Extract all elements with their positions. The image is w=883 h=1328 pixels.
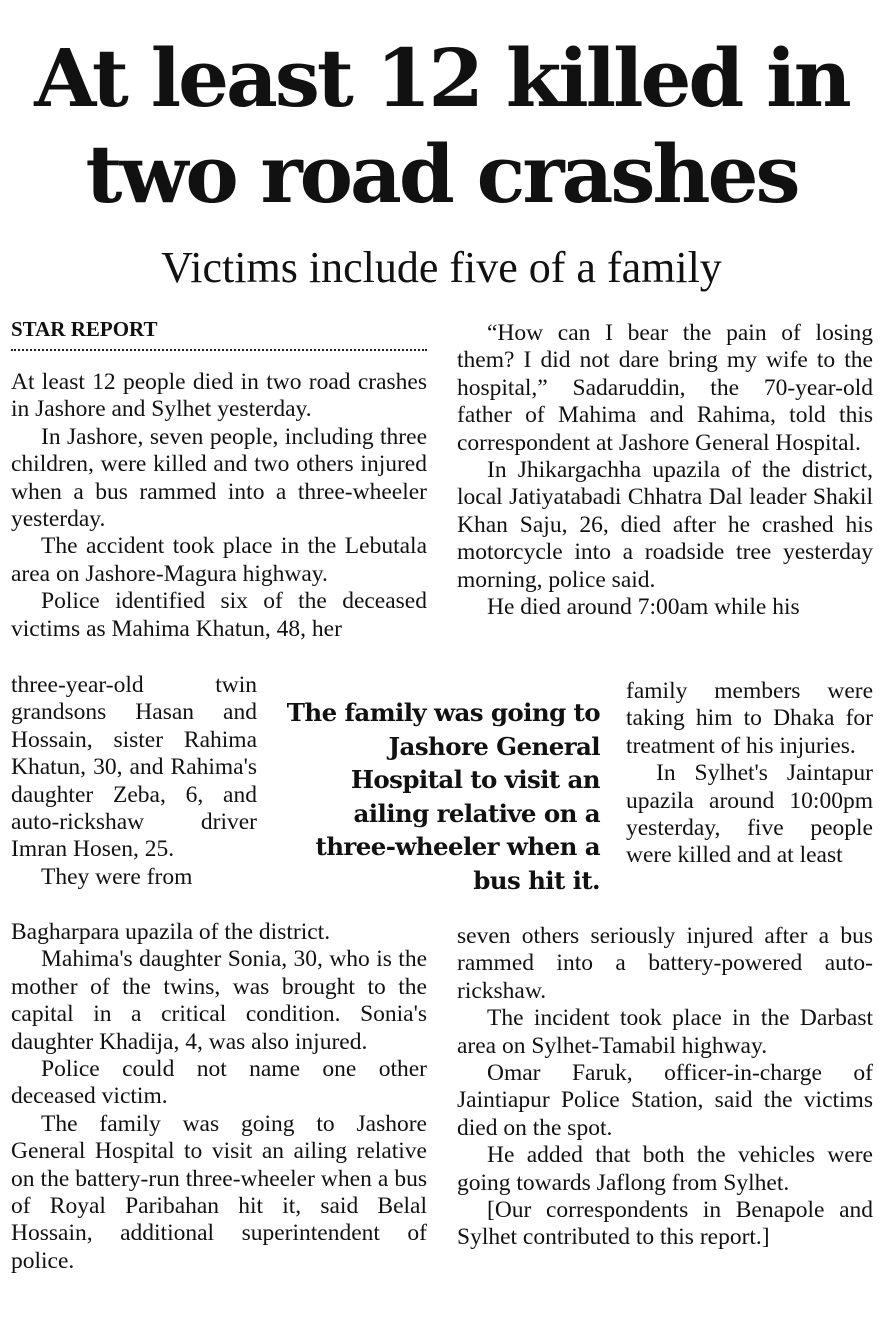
paragraph: The incident took place in the Darbast area on Sylhet-Tamabil highway.: [457, 1005, 873, 1059]
pull-quote: The family was going to Jashore General Hospital to visit an ailing relative on a three-wheeler when a bus hit it.: [286, 698, 600, 895]
paragraph: The accident took place in the Lebutala area on Jashore-Magura highway.: [11, 533, 427, 587]
paragraph: In Jashore, seven people, including three children, were killed and two others injured when a bus rammed into a three-wheeler yesterday.: [11, 423, 427, 533]
headline-line-1: At least 12 killed in: [34, 31, 849, 125]
paragraph: Mahima's daughter Sonia, 30, who is the mother of the twins, was brought to the capital in a critical condition. Sonia's daughter Khadija, 4, was also injured.: [11, 946, 427, 1055]
paragraph: family members were taking him to Dhaka for treatment of his injuries.: [626, 678, 873, 759]
right-column-narrow: [626, 678, 873, 870]
paragraph: They were from: [41, 863, 193, 890]
left-column-top: [11, 369, 427, 643]
paragraph: Omar Faruk, officer-in-charge of Jaintiapur Police Station, said the victims died on the spot.: [457, 1060, 873, 1141]
paragraph: “How can I bear the pain of losing them? I did not dare bring my wife to the hospital,” Sadaruddin, the 70-year-old father of Mahima and Rahima, told this correspondent at Jashore General Hospital.: [457, 320, 873, 456]
paragraph: Bagharpara upazila of the district.: [11, 919, 331, 945]
paragraph: He added that both the vehicles were going towards Jaflong from Sylhet.: [457, 1142, 873, 1196]
right-column-top: [457, 320, 873, 621]
byline: STAR REPORT: [11, 315, 427, 351]
paragraph: The family was going to Jashore General Hospital to visit an ailing relative on the battery-run three-wheeler when a bus of Royal Paribahan hit it, said Belal Hossain, additional superintendent of police.: [11, 1110, 427, 1274]
paragraph: [Our correspondents in Benapole and Sylhet contributed to this report.]: [457, 1197, 873, 1251]
paragraph: He died around 7:00am while his: [487, 594, 800, 621]
paragraph: Police identified six of the deceased victims as Mahima Khatun, 48, her: [11, 588, 427, 642]
paragraph: three-year-old twin grandsons Hasan and Hossain, sister Rahima Khatun, 30, and Rahima's daughter Zeba, 6, and auto-rickshaw driver Imran Hosen, 25.: [11, 672, 257, 863]
right-column-bottom: [457, 923, 873, 1252]
headline-line-2: two road crashes: [85, 127, 798, 221]
paragraph: In Sylhet's Jaintapur upazila around 10:00pm yesterday, five people were killed and at least: [626, 760, 873, 869]
paragraph: seven others seriously injured after a bus rammed into a battery-powered auto-rickshaw.: [457, 923, 873, 1004]
left-column-bottom: [11, 919, 427, 1275]
headline: [0, 30, 883, 222]
left-column-narrow: [11, 672, 257, 891]
subheadline: Victims include five of a family: [161, 243, 722, 292]
paragraph: In Jhikargachha upazila of the district, local Jatiyatabadi Chhatra Dal leader Shakil Khan Saju, 26, died after he crashed his motorcycle into a roadside tree yesterday morning, police said.: [457, 457, 873, 593]
paragraph: Police could not name one other deceased victim.: [11, 1056, 427, 1110]
paragraph: At least 12 people died in two road crashes in Jashore and Sylhet yesterday.: [11, 369, 427, 423]
